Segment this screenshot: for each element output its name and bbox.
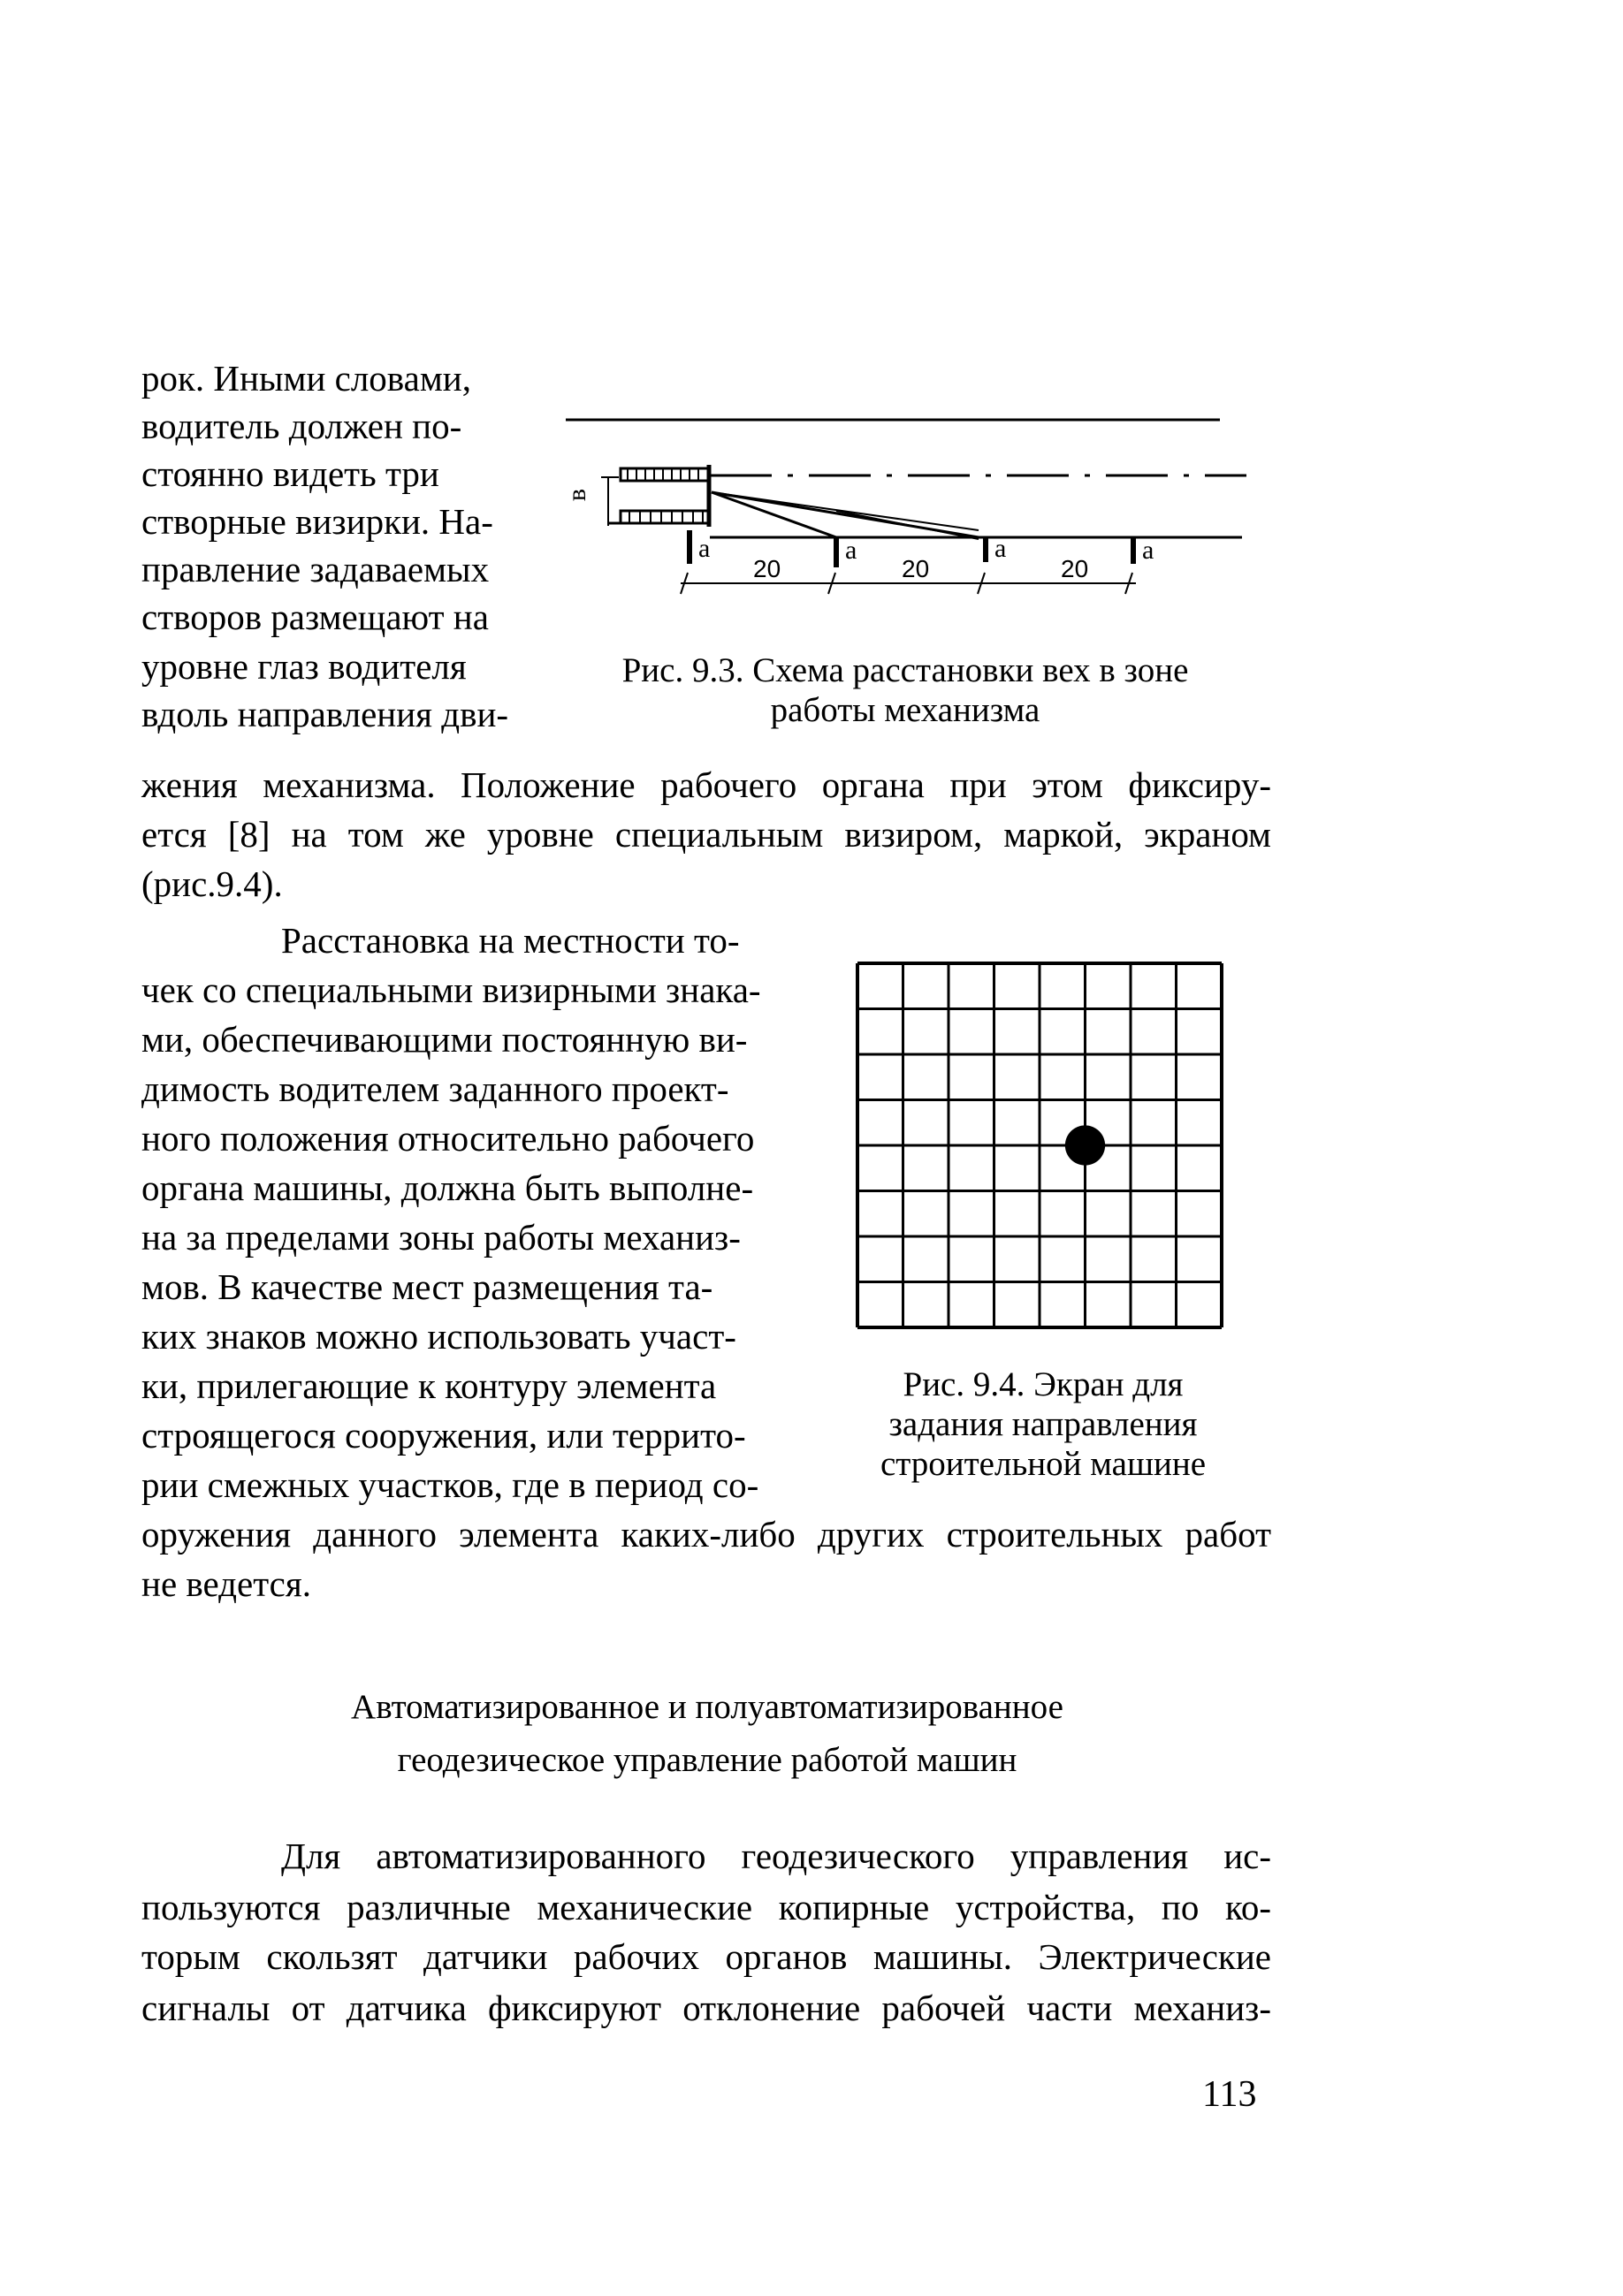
text-line xyxy=(141,1414,812,1456)
caption-line: строительной машине xyxy=(880,1445,1207,1483)
text-line xyxy=(141,1216,812,1258)
figure-9-4 xyxy=(854,960,1225,1331)
text-line: торым скользят датчики рабочих органов машины. Электрические xyxy=(141,1936,1271,1977)
text-line xyxy=(141,1266,812,1308)
caption-line: Рис. 9.4. Экран для xyxy=(903,1365,1184,1403)
text-line xyxy=(141,452,539,495)
text-span: Расстановка на местности то- xyxy=(281,920,740,961)
fig93-stake-label: a xyxy=(698,534,711,563)
text-span: ного положения относительно рабочего xyxy=(141,1118,755,1159)
figure-9-4-caption xyxy=(831,1365,1255,1484)
fig93-stake xyxy=(836,536,857,567)
text-span: ми, обеспечивающими постоянную ви- xyxy=(141,1019,748,1060)
text-line: ется [8] на том же уровне специальным визиром, маркой, экраном xyxy=(141,814,1271,855)
text-line xyxy=(141,693,539,735)
text-line xyxy=(141,1167,812,1209)
text-line: сигналы от датчика фиксируют отклонение рабочей части механиз- xyxy=(141,1988,1271,2028)
text-line xyxy=(141,1464,812,1506)
text-line xyxy=(141,1365,812,1407)
target-dot xyxy=(1065,1125,1105,1165)
fig93-sight-ray xyxy=(712,492,836,537)
text-line: пользуются различные механические копирные устройства, по ко- xyxy=(141,1887,1271,1927)
text-span: мов. В качестве мест размещения та- xyxy=(141,1266,713,1307)
text-span: водитель должен по- xyxy=(141,406,462,446)
fig93-sight-ray xyxy=(836,511,979,539)
text-line xyxy=(141,1068,812,1110)
text-line xyxy=(141,500,539,543)
text-span: створов размещают на xyxy=(141,597,489,637)
text-span: рок. Иными словами, xyxy=(141,358,471,399)
text-span: правление задаваемых xyxy=(141,549,490,589)
text-span: на за пределами зоны работы механиз- xyxy=(141,1217,741,1258)
fig93-stake xyxy=(1133,536,1154,565)
text-span: ки, прилегающие к контуру элемента xyxy=(141,1365,717,1406)
text-line xyxy=(141,357,546,399)
figure-9-3 xyxy=(562,407,1255,619)
fig93-dim-label: 20 xyxy=(753,555,781,582)
caption-line: Рис. 9.3. Схема расстановки вех в зоне xyxy=(621,651,1189,689)
text-line: не ведется. xyxy=(141,1563,311,1604)
fig93-stake-label: a xyxy=(994,534,1007,563)
fig93-stake-label: a xyxy=(1142,536,1154,565)
text-line xyxy=(141,405,539,447)
fig93-dim-label: 20 xyxy=(902,555,930,582)
text-line: жения механизма. Положение рабочего органа при этом фиксиру- xyxy=(141,764,1271,805)
text-span: вдоль направления дви- xyxy=(141,694,509,734)
section-heading-line2: геодезическое управление работой машин xyxy=(397,1741,1017,1779)
text-span: уровне глаз водителя xyxy=(141,646,467,687)
fig93-stake xyxy=(690,530,710,564)
text-line xyxy=(141,548,539,590)
text-line: Для автоматизированного геодезического управления ис- xyxy=(281,1836,1271,1876)
text-span: чек со специальными визирными знака- xyxy=(141,969,761,1010)
fig93-dim-label: 20 xyxy=(1061,555,1089,582)
text-span: органа машины, должна быть выполне- xyxy=(141,1167,754,1208)
text-span: ких знаков можно использовать участ- xyxy=(141,1316,736,1357)
text-line xyxy=(141,596,539,638)
text-line xyxy=(141,645,539,688)
text-span: рии смежных участков, где в период со- xyxy=(141,1464,759,1505)
text-line xyxy=(141,969,812,1011)
caption-line: задания направления xyxy=(888,1405,1198,1443)
text-line xyxy=(141,1018,812,1061)
figure-9-3-caption xyxy=(583,650,1227,730)
text-line xyxy=(141,1315,812,1357)
section-heading-line1: Автоматизированное и полуавтоматизированное xyxy=(351,1688,1063,1726)
text-span: строящегося сооружения, или террито- xyxy=(141,1415,746,1456)
fig93-machine xyxy=(601,465,709,527)
text-span: створные визирки. На- xyxy=(141,501,493,542)
text-line: (рис.9.4). xyxy=(141,863,283,904)
text-line: оружения данного элемента каких-либо других строительных работ xyxy=(141,1514,1271,1555)
text-span: димость водителем заданного проект- xyxy=(141,1068,729,1109)
text-span: стоянно видеть три xyxy=(141,453,439,494)
caption-line: работы механизма xyxy=(770,691,1040,729)
fig93-label-b: в xyxy=(562,488,591,502)
page-number: 113 xyxy=(1202,2074,1257,2115)
fig93-sight-ray xyxy=(712,492,979,530)
text-line xyxy=(141,1117,812,1159)
fig93-stake-label: a xyxy=(845,536,857,565)
text-line xyxy=(281,919,812,962)
